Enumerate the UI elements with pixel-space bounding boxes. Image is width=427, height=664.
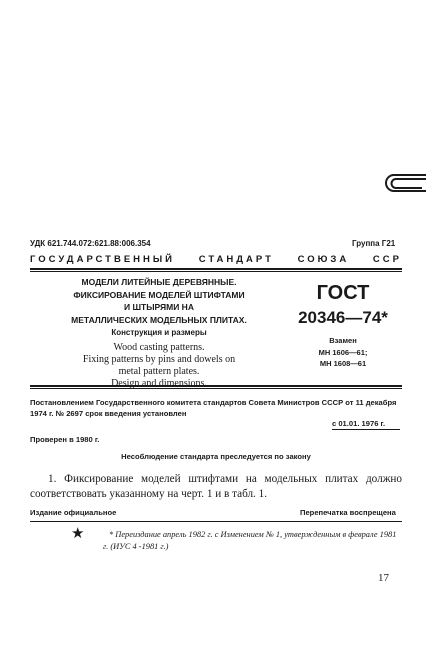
udk-code: УДК 621.744.072:621.88:006.354: [30, 239, 151, 248]
english-title-line: Design and dimensions.: [111, 378, 207, 389]
checked-year: Проверен в 1980 г.: [30, 435, 100, 444]
state-word: ГОСУДАРСТВЕННЫЙ: [30, 254, 176, 265]
state-word: ССР: [372, 254, 402, 265]
title-line: МОДЕЛИ ЛИТЕЙНЫЕ ДЕРЕВЯННЫЕ.: [81, 277, 237, 287]
replaced-standard: МН 1606—61;: [318, 348, 368, 357]
state-word: СОЮЗА: [297, 254, 350, 265]
replaced-standards: [292, 348, 394, 369]
effective-date: с 01.01. 1976 г.: [332, 419, 386, 428]
english-title-line: Wood casting patterns.: [113, 342, 205, 353]
replaced-standard: МН 1608—61: [319, 358, 367, 368]
document-subtitle: Конструкция и размеры: [111, 328, 207, 337]
reprint-prohibited-label: Перепечатка воспрещена: [300, 508, 396, 517]
official-edition-label: Издание официальное: [30, 508, 117, 517]
paper-clip-icon: [384, 172, 426, 196]
document-title: [48, 276, 270, 326]
clause-1: 1. Фиксирование моделей штифтами на модельных плитах должно соответствовать указанному на черт. 1 и в табл. 1.: [30, 473, 402, 500]
title-line: И ШТЫРЯМИ НА: [124, 302, 194, 312]
title-line: МЕТАЛЛИЧЕСКИХ МОДЕЛЬНЫХ ПЛИТАХ.: [71, 314, 247, 325]
gost-number: 20346—74*: [298, 308, 388, 327]
english-title-line: Fixing patterns by pins and dowels on: [82, 354, 236, 365]
reissue-footnote: * Переиздание апрель 1982 г. с Изменением № 1, утвержденным в феврале 1981 г. (ИУС 4 -1981 г.): [103, 530, 397, 551]
group-code: Группа Г21: [352, 239, 396, 248]
footer-rule: [30, 521, 402, 522]
decree-text: Постановлением Государственного комитета стандартов Совета Министров СССР от 11 декабря 1974 г. № 2697 срок введения установлен: [30, 398, 397, 418]
legal-notice: Несоблюдение стандарта преследуется по закону: [121, 452, 311, 461]
section-rule-top: [30, 385, 402, 387]
english-title: [48, 342, 270, 390]
english-title-line: metal pattern plates.: [118, 366, 200, 377]
gost-label: ГОСТ: [316, 282, 370, 304]
page-number: 17: [378, 572, 389, 584]
replaces-label: Взамен: [329, 336, 357, 345]
title-line: ФИКСИРОВАНИЕ МОДЕЛЕЙ ШТИФТАМИ: [73, 289, 245, 300]
section-rule-bottom: [30, 388, 402, 389]
state-word: СТАНДАРТ: [198, 254, 274, 265]
header-rule-top: [30, 268, 402, 270]
state-standard-header: [30, 254, 402, 265]
star-mark: ★: [71, 525, 85, 542]
header-rule-bottom: [30, 271, 402, 272]
effective-date-underline: [332, 429, 400, 430]
